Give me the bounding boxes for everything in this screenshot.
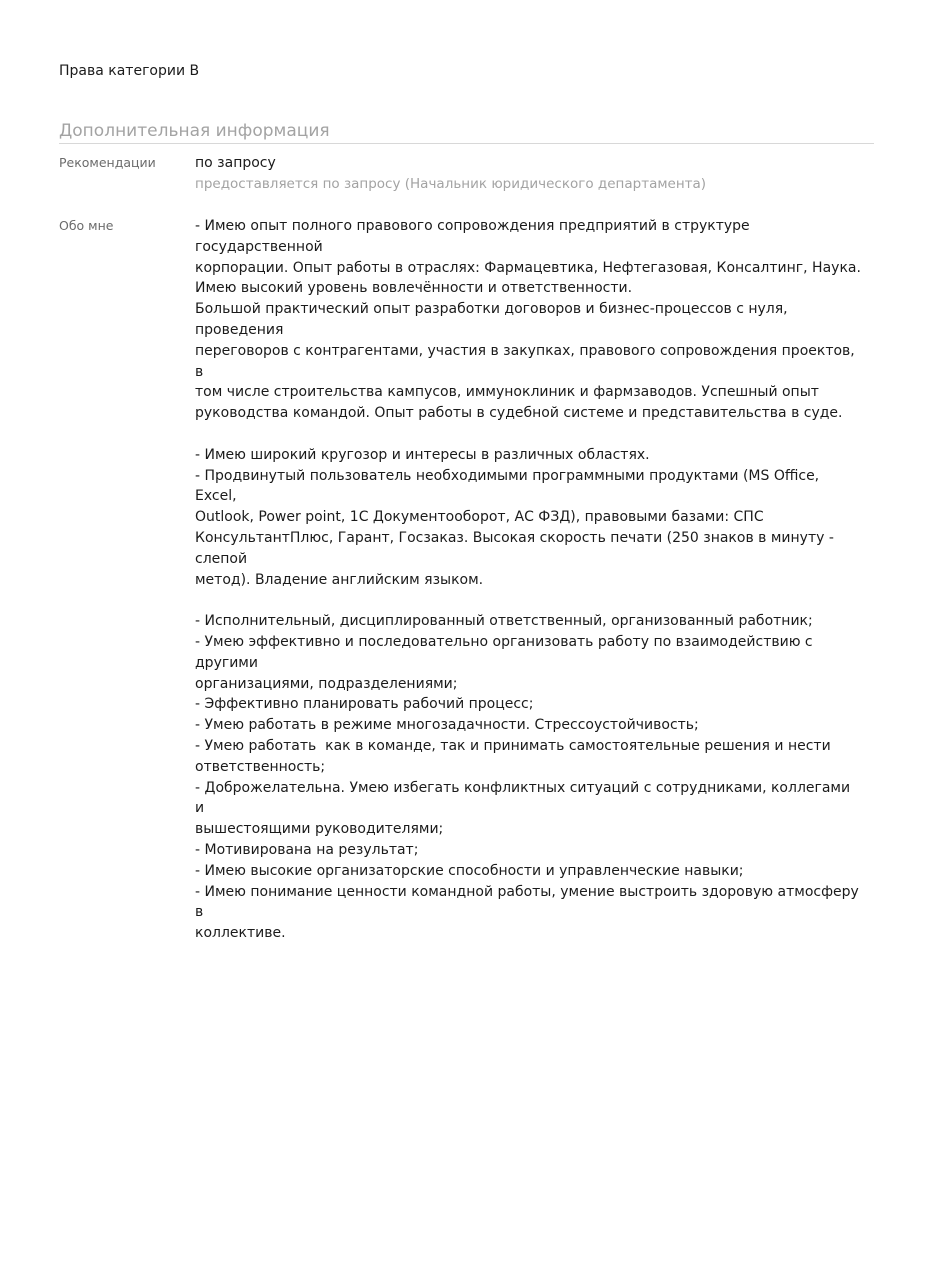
about-me-line: переговоров с контрагентами, участия в закупках, правового сопровождения проектов, в bbox=[195, 342, 860, 380]
about-me-line: вышестоящими руководителями; bbox=[195, 821, 444, 838]
about-me-line: Большой практический опыт разработки договоров и бизнес-процессов с нуля, проведения bbox=[195, 301, 793, 338]
about-me-line: - Умею работать как в команде, так и принимать самостоятельные решения и нести bbox=[195, 737, 831, 754]
about-me-line: - Мотивирована на результат; bbox=[195, 841, 419, 858]
about-me-line: коллективе. bbox=[195, 925, 286, 942]
about-me-line: КонсультантПлюс, Гарант, Госзаказ. Высокая скорость печати (250 знаков в минуту - слепой bbox=[195, 529, 839, 567]
about-me-line: - Имею широкий кругозор и интересы в различных областях. bbox=[195, 446, 650, 463]
about-me-line: - Имею понимание ценности командной работы, умение выстроить здоровую атмосферу в bbox=[195, 883, 864, 921]
recommendations-label: Рекомендации bbox=[59, 155, 156, 170]
about-me-line: - Доброжелательна. Умею избегать конфликтных ситуаций с сотрудниками, коллегами и bbox=[195, 779, 855, 817]
about-me-line bbox=[195, 424, 863, 445]
about-me-line: метод). Владение английским языком. bbox=[195, 571, 484, 588]
about-me-line: организациями, подразделениями; bbox=[195, 675, 458, 692]
about-me-label: Обо мне bbox=[59, 218, 114, 233]
about-me-text bbox=[195, 216, 863, 944]
section-title-additional-info: Дополнительная информация bbox=[59, 119, 874, 144]
about-me-line: руководства командой. Опыт работы в судебной системе и представительства в суде. bbox=[195, 405, 843, 422]
about-me-line: - Исполнительный, дисциплированный ответственный, организованный работник; bbox=[195, 613, 813, 630]
about-me-line: - Умею эффективно и последовательно организовать работу по взаимодействию с другими bbox=[195, 633, 818, 671]
about-me-line: ответственность; bbox=[195, 758, 326, 775]
recommendations-value: по запросу bbox=[195, 155, 276, 171]
about-me-line: - Имею опыт полного правового сопровождения предприятий в структуре государственной bbox=[195, 218, 755, 255]
about-me-line: - Эффективно планировать рабочий процесс; bbox=[195, 696, 534, 713]
about-me-line: - Умею работать в режиме многозадачности. Стрессоустойчивость; bbox=[195, 717, 699, 734]
about-me-line: корпорации. Опыт работы в отраслях: Фармацевтика, Нефтегазовая, Консалтинг, Наука. bbox=[195, 259, 861, 276]
about-me-line: - Имею высокие организаторские способности и управленческие навыки; bbox=[195, 862, 744, 879]
about-me-line: - Продвинутый пользователь необходимыми программными продуктами (MS Office, Excel, bbox=[195, 467, 824, 505]
about-me-line: том числе строительства кампусов, иммуноклиник и фармзаводов. Успешный опыт bbox=[195, 384, 819, 401]
recommendations-value-block bbox=[195, 153, 863, 195]
about-me-line: Имею высокий уровень вовлечённости и ответственности. bbox=[195, 280, 633, 297]
driver-license-text: Права категории B bbox=[59, 63, 200, 79]
about-me-line bbox=[195, 590, 863, 611]
recommendations-note: предоставляется по запросу (Начальник юридического департамента) bbox=[195, 176, 707, 192]
about-me-line: Outlook, Power point, 1С Документооборот, АС ФЗД), правовыми базами: СПС bbox=[195, 509, 764, 526]
